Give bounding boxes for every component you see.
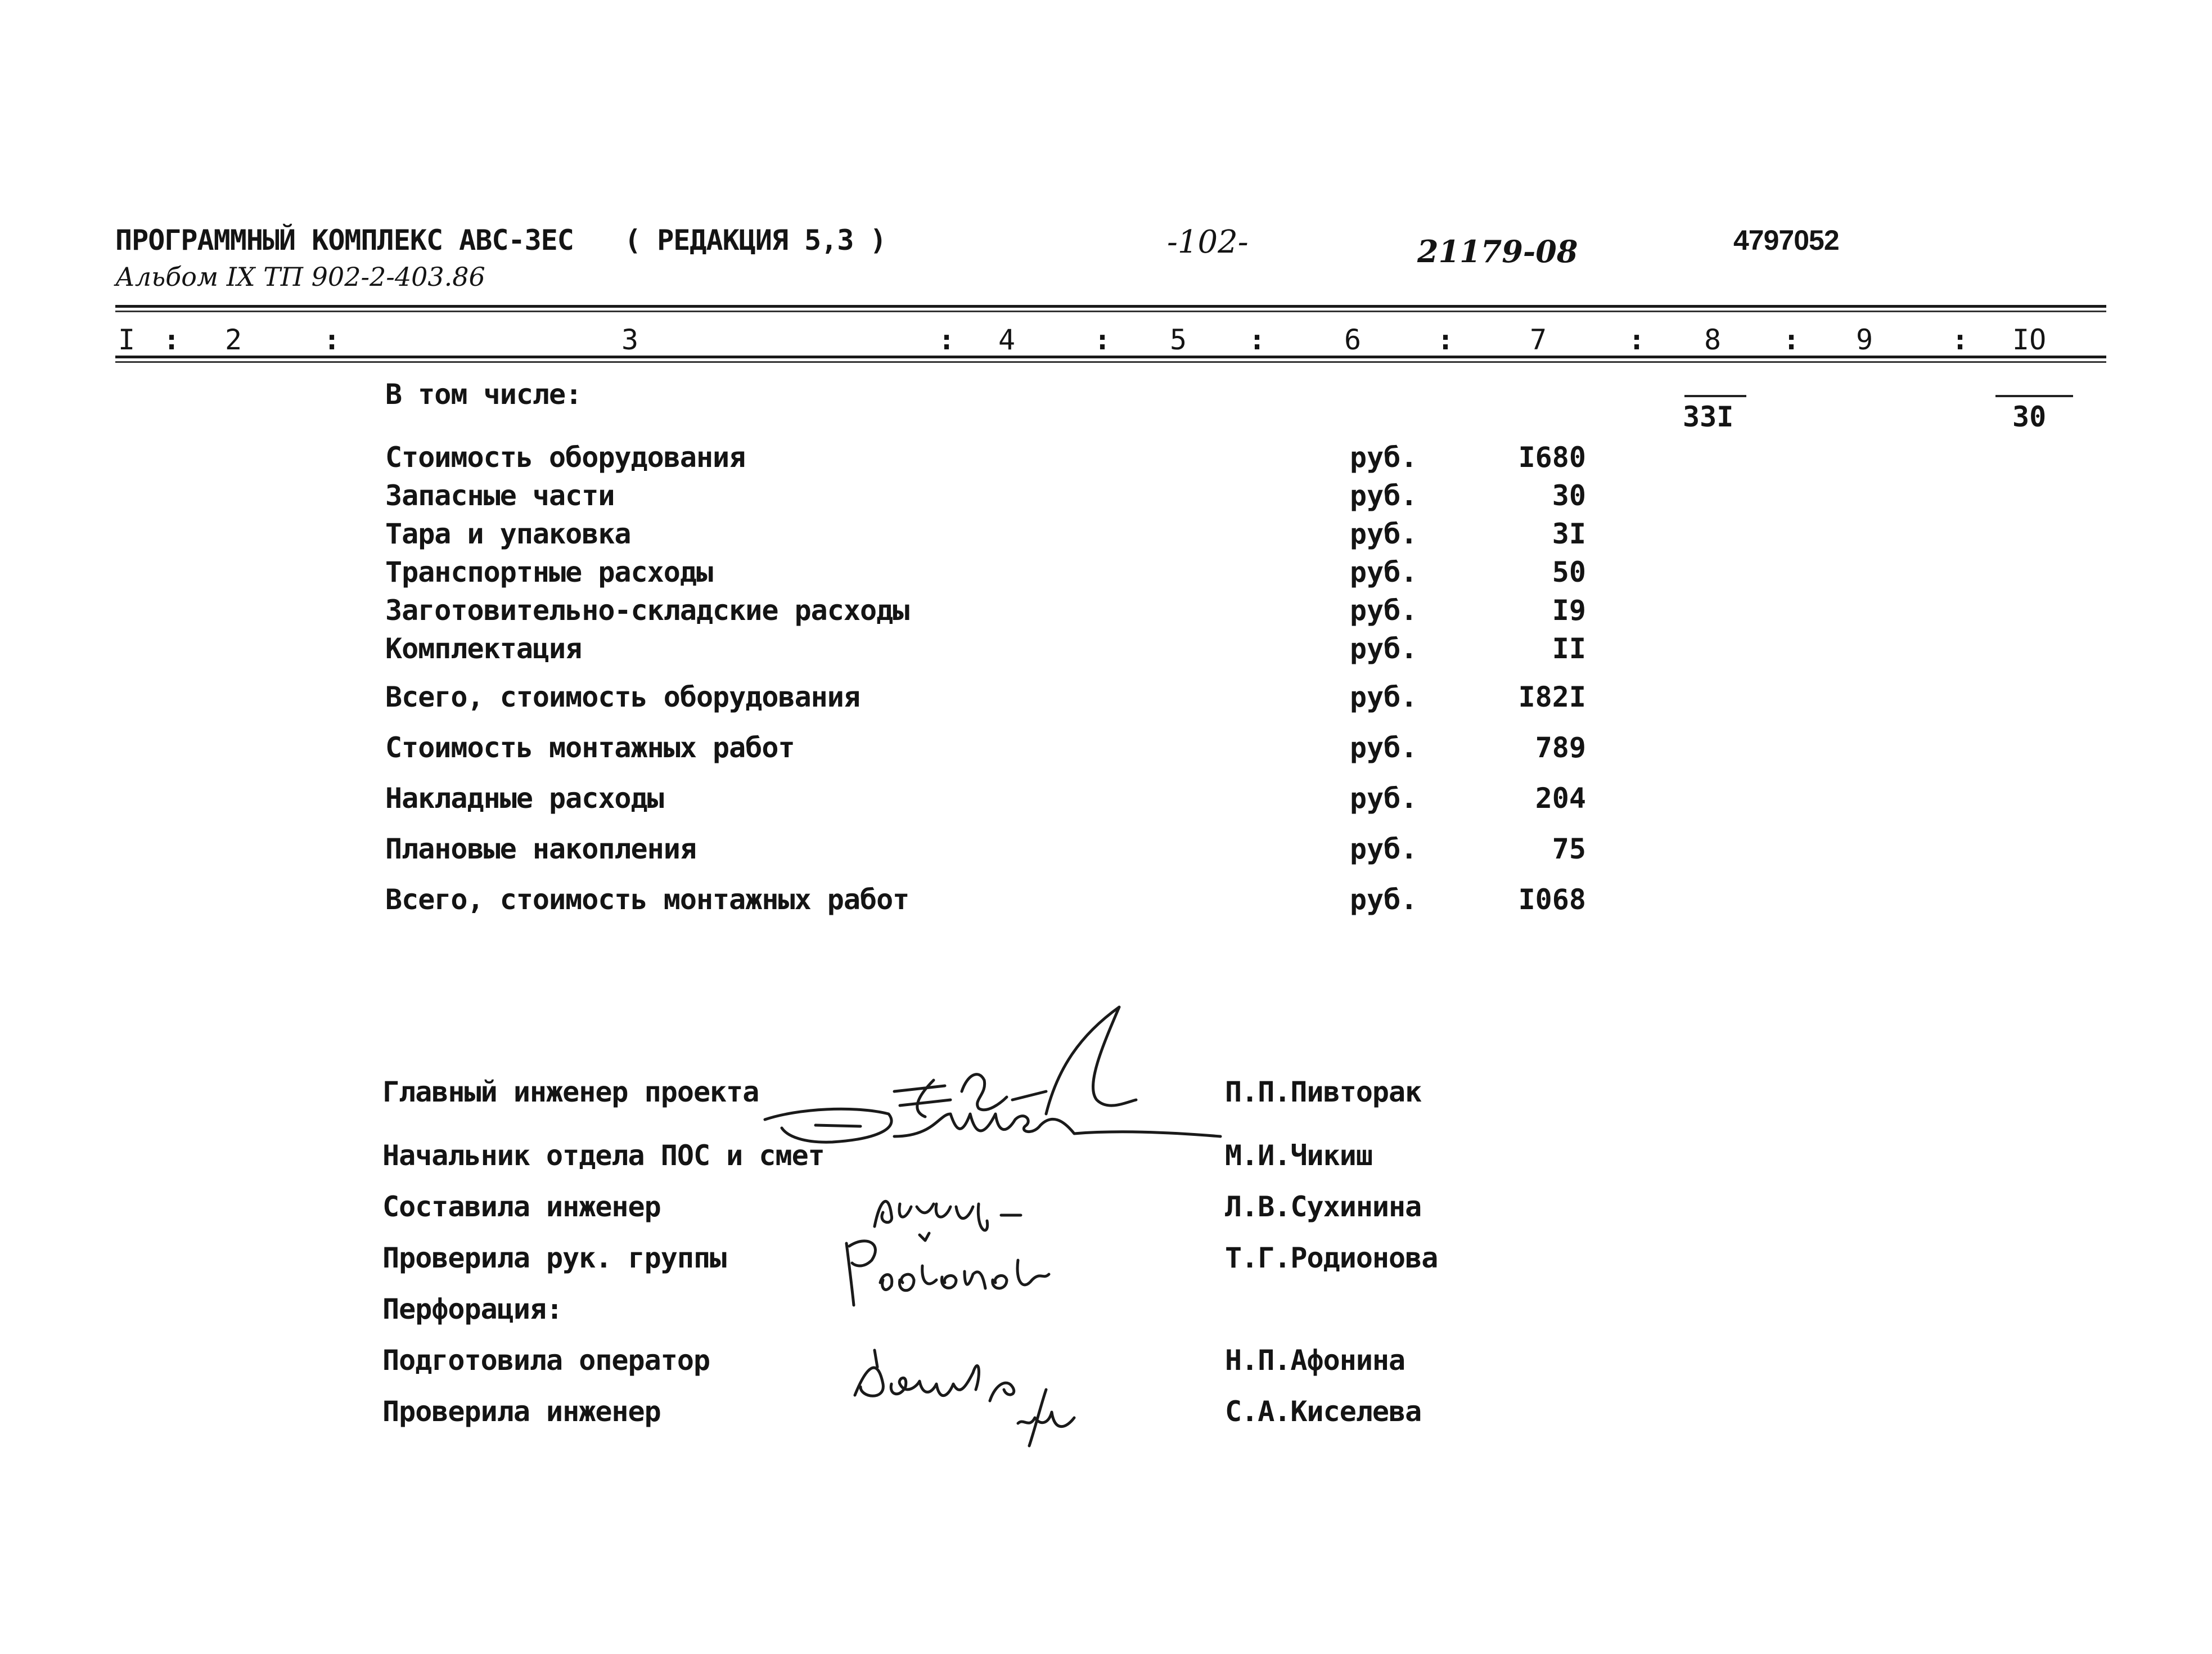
row-unit: руб.	[1350, 518, 1418, 550]
project-code: 21179-08	[1417, 233, 1578, 269]
row-unit: руб.	[1350, 556, 1418, 588]
col-header-1: I	[118, 323, 136, 356]
col-separator: :	[1952, 323, 1969, 356]
signatory-role: Начальник отдела ПОС и смет	[382, 1139, 825, 1172]
table-header-bottom-rule-inner	[115, 361, 2106, 363]
col-separator: :	[323, 323, 341, 356]
col-header-7: 7	[1530, 323, 1547, 356]
signatory-name: Л.В.Сухинина	[1225, 1190, 1422, 1223]
row-label: Транспортные расходы	[385, 556, 713, 588]
program-title: ПРОГРАММНЫЙ КОМПЛЕКС АВС-ЗЕС	[115, 224, 574, 257]
col-header-3: 3	[621, 323, 639, 356]
col-separator: :	[1783, 323, 1800, 356]
album-reference: Альбом IX ТП 902-2-403.86	[115, 262, 485, 292]
col-header-8: 8	[1704, 323, 1722, 356]
row-value: 75	[1552, 833, 1586, 865]
row-label: Накладные расходы	[385, 782, 664, 815]
page-number: -102-	[1167, 224, 1249, 260]
signature-operators	[844, 1333, 1080, 1457]
row-unit: руб.	[1350, 731, 1418, 764]
row-unit: руб.	[1350, 782, 1418, 815]
row-unit: руб.	[1350, 479, 1418, 512]
row-label: Запасные части	[385, 479, 615, 512]
row-label: Всего, стоимость оборудования	[385, 681, 860, 713]
row-label: Тара и упаковка	[385, 518, 631, 550]
col-separator: :	[1094, 323, 1111, 356]
row-unit: руб.	[1350, 594, 1418, 627]
row-value: I680	[1518, 441, 1586, 474]
row-unit: руб.	[1350, 883, 1418, 916]
table-top-rule	[115, 305, 2106, 308]
signatory-role: Перфорация:	[382, 1293, 563, 1325]
signatory-name: М.И.Чикиш	[1225, 1139, 1372, 1172]
col-separator: :	[163, 323, 181, 356]
row-value: I82I	[1518, 681, 1586, 713]
signatory-role: Главный инженер проекта	[382, 1076, 759, 1108]
row-unit: руб.	[1350, 681, 1418, 713]
row-label: Плановые накопления	[385, 833, 696, 865]
col-header-9: 9	[1856, 323, 1873, 356]
signatory-role: Подготовила оператор	[382, 1344, 710, 1377]
row-label: Стоимость оборудования	[385, 441, 746, 474]
row-unit: руб.	[1350, 441, 1418, 474]
col-separator: :	[1628, 323, 1646, 356]
row-value: 3I	[1552, 518, 1586, 550]
col10-total-overline	[1995, 395, 2073, 397]
signature-group-leader	[838, 1226, 1085, 1322]
col-separator: :	[1437, 323, 1454, 356]
row-unit: руб.	[1350, 632, 1418, 665]
row-label: Всего, стоимость монтажных работ	[385, 883, 909, 916]
table-top-rule-inner	[115, 311, 2106, 312]
col10-total: 30	[2012, 401, 2047, 433]
col-separator: :	[1249, 323, 1266, 356]
row-value: I9	[1552, 594, 1586, 627]
row-value: 204	[1535, 782, 1586, 815]
col8-total: 33I	[1683, 401, 1734, 433]
col8-total-overline	[1684, 395, 1746, 397]
row-value: 789	[1535, 731, 1586, 764]
col-header-6: 6	[1344, 323, 1362, 356]
row-value: I068	[1518, 883, 1586, 916]
row-label: Заготовительно-складские расходы	[385, 594, 909, 627]
signatory-role: Проверила рук. группы	[382, 1242, 727, 1274]
row-label: Стоимость монтажных работ	[385, 731, 795, 764]
row-value: II	[1552, 632, 1586, 665]
signatory-name: Т.Г.Родионова	[1225, 1242, 1438, 1274]
row-label: Комплектация	[385, 632, 582, 665]
edition-label: ( РЕДАКЦИЯ 5,3 )	[624, 224, 886, 257]
col-header-2: 2	[225, 323, 242, 356]
col-header-10: IO	[2012, 323, 2047, 356]
signatory-name: П.П.Пивторак	[1225, 1076, 1422, 1108]
col-header-5: 5	[1170, 323, 1187, 356]
signature-department-head	[748, 1080, 1254, 1165]
signatory-name: Н.П.Афонина	[1225, 1344, 1405, 1377]
row-value: 50	[1552, 556, 1586, 588]
signatory-role: Составила инженер	[382, 1190, 661, 1223]
section-intro: В том числе:	[385, 378, 582, 411]
signatory-name: С.А.Киселева	[1225, 1395, 1422, 1428]
col-header-4: 4	[998, 323, 1016, 356]
row-unit: руб.	[1350, 833, 1418, 865]
signatory-role: Проверила инженер	[382, 1395, 661, 1428]
row-value: 30	[1552, 479, 1586, 512]
col-separator: :	[938, 323, 956, 356]
doc-number: 4797052	[1733, 224, 1839, 256]
